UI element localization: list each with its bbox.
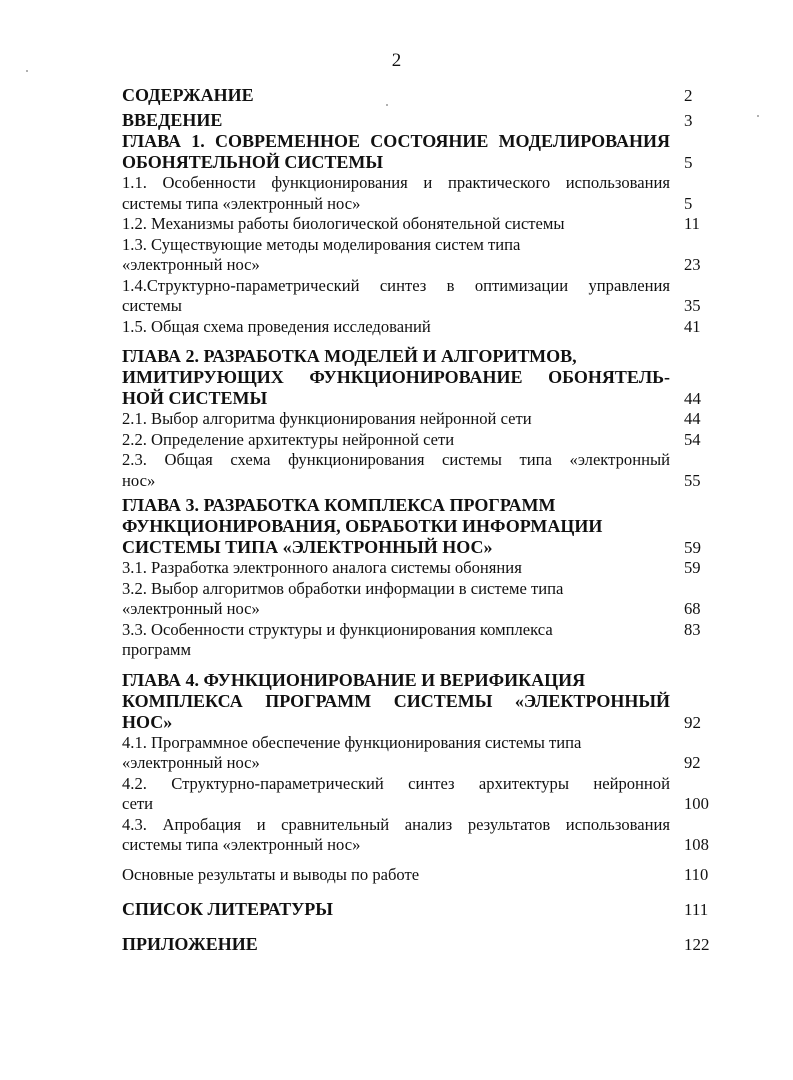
toc-entry-1-2[interactable] — [122, 214, 714, 235]
toc-entry-4-3[interactable] — [122, 815, 714, 856]
toc-entry-title: 1.2. Механизмы работы биологической обонятельной системы — [122, 214, 565, 233]
toc-entry-chapter-4[interactable] — [122, 670, 714, 733]
toc-entry-3-1[interactable] — [122, 558, 714, 579]
toc-entry-page: 108 — [684, 835, 709, 854]
toc-entry-title: СПИСОК ЛИТЕРАТУРЫ — [122, 899, 333, 919]
toc-entry-appendix[interactable] — [122, 934, 714, 955]
toc-entry-2-1[interactable] — [122, 409, 714, 430]
toc-entry-page: 92 — [684, 753, 701, 772]
toc-entry-title: НОЙ СИСТЕМЫ — [122, 388, 268, 408]
toc-entry-page: 100 — [684, 794, 709, 813]
table-of-contents — [122, 85, 714, 955]
toc-entry-2-3[interactable] — [122, 450, 714, 491]
toc-entry-1-3[interactable] — [122, 235, 714, 276]
toc-entry-contents[interactable] — [122, 85, 714, 106]
toc-entry-title: сети — [122, 794, 154, 813]
toc-entry-title: ПРИЛОЖЕНИЕ — [122, 934, 258, 954]
toc-entry-title: СОДЕРЖАНИЕ — [122, 85, 254, 105]
toc-entry-conclusions[interactable] — [122, 865, 714, 886]
toc-entry-title: 1.5. Общая схема проведения исследований — [122, 316, 431, 336]
toc-entry-title: системы типа «электронный нос» — [122, 835, 361, 854]
scan-speck — [757, 115, 759, 117]
toc-entry-page: 59 — [684, 538, 701, 557]
toc-entry-title: ИМИТИРУЮЩИХ ФУНКЦИОНИРОВАНИЕ ОБОНЯТЕЛЬ- — [122, 367, 670, 387]
toc-entry-page: 3 — [684, 111, 693, 130]
toc-entry-title: ГЛАВА 4. ФУНКЦИОНИРОВАНИЕ И ВЕРИФИКАЦИЯ — [122, 669, 586, 690]
toc-entry-2-2[interactable] — [122, 430, 714, 451]
toc-entry-title: «электронный нос» — [122, 599, 260, 618]
toc-entry-references[interactable] — [122, 899, 714, 920]
toc-entry-title: 3.3. Особенности структуры и функционирования комплекса — [122, 619, 553, 639]
toc-entry-page: 44 — [684, 409, 701, 428]
page-number: 2 — [391, 50, 402, 71]
toc-entry-3-3[interactable] — [122, 620, 714, 661]
toc-entry-page: 23 — [684, 255, 701, 274]
toc-entry-title: программ — [122, 640, 191, 659]
toc-entry-chapter-1[interactable] — [122, 131, 714, 173]
toc-entry-title: ФУНКЦИОНИРОВАНИЯ, ОБРАБОТКИ ИНФОРМАЦИИ — [122, 516, 603, 536]
toc-entry-page: 83 — [684, 619, 701, 639]
scan-speck — [386, 104, 388, 106]
toc-entry-4-1[interactable] — [122, 733, 714, 774]
toc-entry-title: КОМПЛЕКСА ПРОГРАММ СИСТЕМЫ «ЭЛЕКТРОННЫЙ — [122, 690, 670, 711]
toc-entry-title: 4.2. Структурно-параметрический синтез архитектуры нейронной — [122, 773, 670, 793]
toc-entry-3-2[interactable] — [122, 579, 714, 620]
toc-entry-page: 41 — [684, 316, 701, 336]
toc-entry-title: 1.3. Существующие методы моделирования систем типа — [122, 234, 521, 254]
toc-entry-title: СИСТЕМЫ ТИПА «ЭЛЕКТРОННЫЙ НОС» — [122, 537, 493, 557]
toc-entry-page: 111 — [684, 900, 709, 919]
toc-entry-1-1[interactable] — [122, 173, 714, 214]
toc-entry-title: ВВЕДЕНИЕ — [122, 110, 223, 130]
toc-entry-title: «электронный нос» — [122, 255, 260, 274]
toc-entry-title: 3.2. Выбор алгоритмов обработки информации в системе типа — [122, 578, 564, 598]
toc-entry-title: системы типа «электронный нос» — [122, 193, 361, 213]
toc-entry-title: системы — [122, 296, 182, 315]
toc-entry-title: ГЛАВА 1. СОВРЕМЕННОЕ СОСТОЯНИЕ МОДЕЛИРОВАНИЯ — [122, 131, 670, 151]
toc-entry-page: 11 — [684, 214, 700, 233]
toc-entry-title: 2.3. Общая схема функционирования системы типа «электронный — [122, 450, 670, 469]
toc-entry-page: 68 — [684, 599, 701, 618]
toc-entry-1-5[interactable] — [122, 317, 714, 338]
toc-entry-chapter-2[interactable] — [122, 346, 714, 409]
toc-entry-page: 59 — [684, 558, 701, 577]
toc-entry-title: ГЛАВА 3. РАЗРАБОТКА КОМПЛЕКСА ПРОГРАММ — [122, 495, 556, 515]
toc-entry-introduction[interactable] — [122, 110, 714, 131]
toc-entry-title: 2.1. Выбор алгоритма функционирования нейронной сети — [122, 409, 532, 428]
toc-entry-page: 55 — [684, 470, 701, 490]
toc-entry-title: 4.1. Программное обеспечение функционирования системы типа — [122, 732, 582, 752]
toc-entry-title: Основные результаты и выводы по работе — [122, 864, 420, 884]
toc-entry-page: 35 — [684, 296, 701, 315]
toc-entry-page: 110 — [684, 864, 709, 884]
toc-entry-title: 1.4.Структурно-параметрический синтез в оптимизации управления — [122, 275, 670, 295]
toc-entry-title: 3.1. Разработка электронного аналога системы обоняния — [122, 558, 522, 577]
toc-entry-1-4[interactable] — [122, 276, 714, 317]
toc-entry-title: НОС» — [122, 711, 173, 732]
toc-entry-page: 122 — [684, 935, 710, 954]
toc-entry-page: 5 — [684, 153, 693, 172]
scan-speck — [26, 70, 28, 72]
toc-entry-page: 44 — [684, 389, 701, 408]
toc-entry-4-2[interactable] — [122, 774, 714, 815]
toc-entry-chapter-3[interactable] — [122, 495, 714, 558]
toc-entry-title: 1.1. Особенности функционирования и практического использования — [122, 173, 670, 192]
toc-entry-title: «электронный нос» — [122, 753, 260, 772]
toc-entry-title: нос» — [122, 470, 156, 490]
toc-entry-page: 5 — [684, 193, 693, 213]
toc-entry-title: ОБОНЯТЕЛЬНОЙ СИСТЕМЫ — [122, 152, 384, 172]
toc-entry-page: 92 — [684, 712, 701, 732]
toc-entry-page: 2 — [684, 86, 693, 105]
toc-entry-title: 2.2. Определение архитектуры нейронной сети — [122, 429, 455, 449]
toc-entry-page: 54 — [684, 429, 701, 449]
toc-entry-title: ГЛАВА 2. РАЗРАБОТКА МОДЕЛЕЙ И АЛГОРИТМОВ, — [122, 346, 577, 366]
toc-entry-title: 4.3. Апробация и сравнительный анализ результатов использования — [122, 814, 670, 834]
